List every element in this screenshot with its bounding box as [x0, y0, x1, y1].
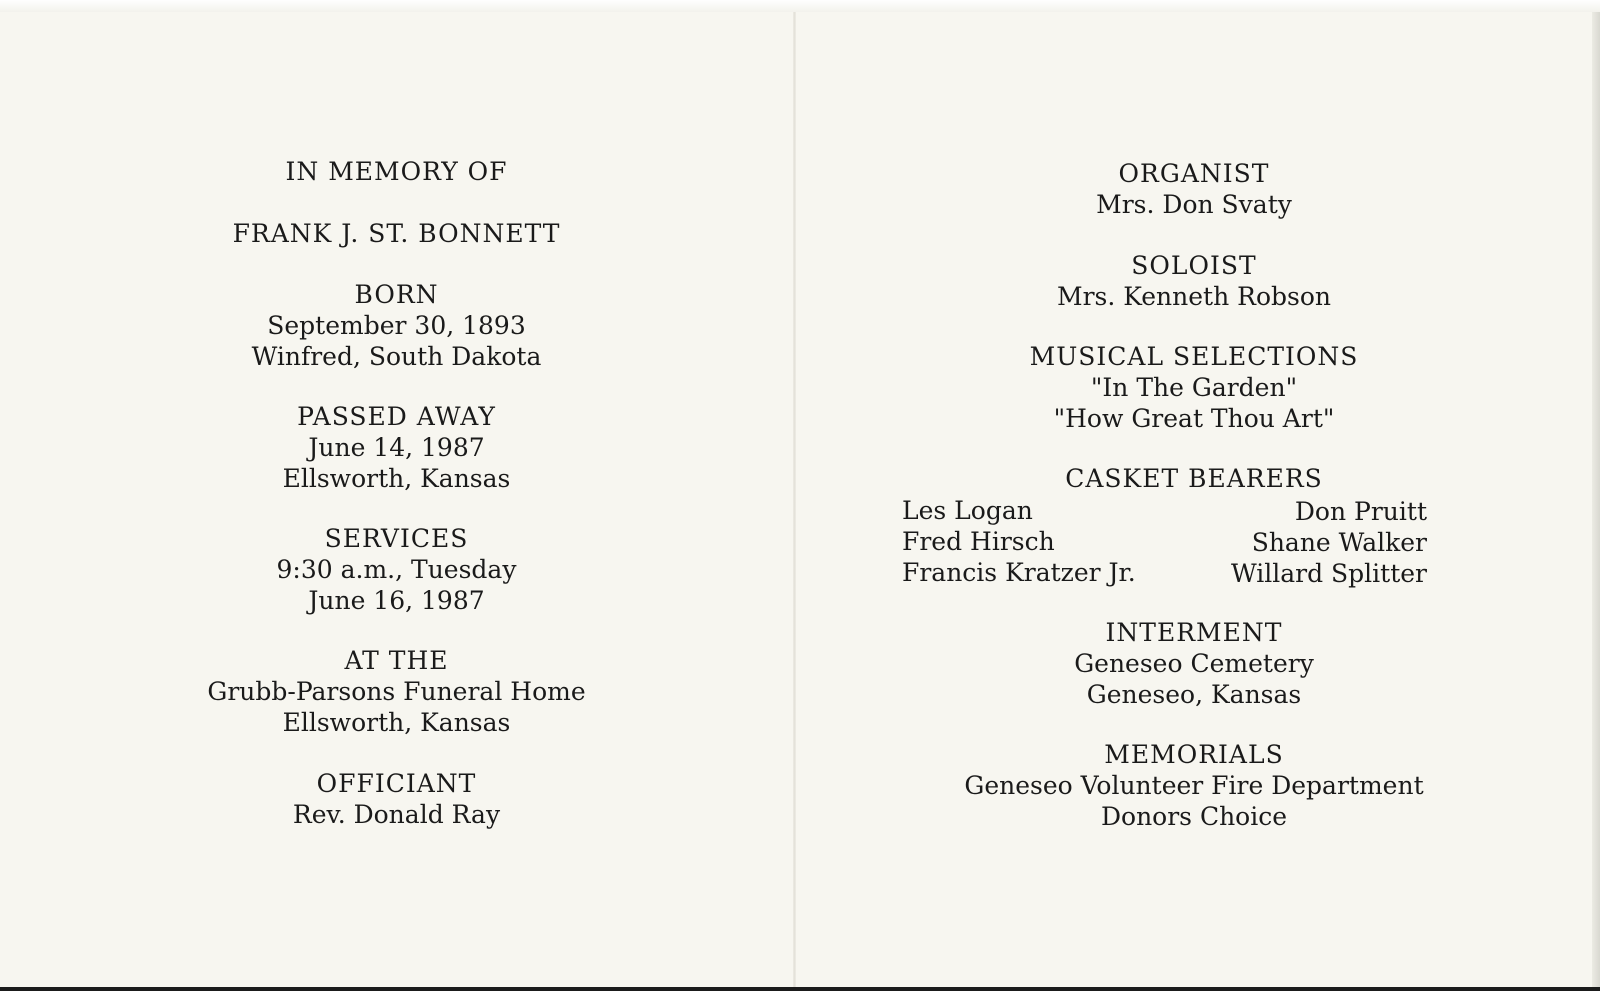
interment-place: Geneseo, Kansas — [1086, 680, 1302, 709]
deceased-name: FRANK J. ST. BONNETT — [232, 219, 561, 248]
officiant-name: Rev. Donald Ray — [292, 800, 501, 829]
paper-top-edge — [0, 0, 1600, 12]
soloist-name: Mrs. Kenneth Robson — [1056, 282, 1332, 311]
born-date: September 30, 1893 — [267, 311, 526, 340]
memory-heading: IN MEMORY OF — [285, 157, 508, 186]
passed-date: June 14, 1987 — [308, 433, 485, 462]
born-heading: BORN — [354, 280, 439, 309]
music-selection: "In The Garden" — [1090, 373, 1298, 402]
left-panel — [0, 12, 793, 987]
paper-bottom-edge — [0, 987, 1600, 991]
soloist-heading: SOLOIST — [1131, 251, 1257, 280]
bearer-name: Les Logan — [902, 496, 1033, 525]
memorials-heading: MEMORIALS — [1104, 740, 1284, 769]
passed-heading: PASSED AWAY — [297, 402, 496, 431]
bearer-name: Willard Splitter — [1230, 559, 1427, 588]
bearer-name: Francis Kratzer Jr. — [902, 558, 1136, 587]
right-panel — [796, 12, 1592, 987]
location-venue: Grubb-Parsons Funeral Home — [207, 677, 586, 706]
music-heading: MUSICAL SELECTIONS — [1029, 342, 1359, 371]
memorials-line: Donors Choice — [1100, 802, 1288, 831]
bearer-name: Shane Walker — [1251, 528, 1427, 557]
interment-heading: INTERMENT — [1105, 618, 1283, 647]
officiant-heading: OFFICIANT — [316, 769, 477, 798]
born-place: Winfred, South Dakota — [251, 342, 542, 371]
memorials-line: Geneseo Volunteer Fire Department — [964, 771, 1424, 800]
organist-heading: ORGANIST — [1118, 159, 1270, 188]
passed-place: Ellsworth, Kansas — [282, 464, 511, 493]
bearer-name: Fred Hirsch — [902, 527, 1055, 556]
location-heading: AT THE — [344, 646, 449, 675]
paper-right-edge — [1592, 12, 1600, 991]
services-heading: SERVICES — [324, 524, 469, 553]
organist-name: Mrs. Don Svaty — [1096, 190, 1292, 219]
bearers-heading: CASKET BEARERS — [1065, 464, 1323, 493]
bearer-name: Don Pruitt — [1294, 497, 1427, 526]
services-date: June 16, 1987 — [308, 586, 485, 615]
interment-cemetery: Geneseo Cemetery — [1074, 649, 1314, 678]
music-selection: "How Great Thou Art" — [1053, 404, 1335, 433]
location-place: Ellsworth, Kansas — [282, 708, 511, 737]
services-time: 9:30 a.m., Tuesday — [276, 555, 517, 584]
